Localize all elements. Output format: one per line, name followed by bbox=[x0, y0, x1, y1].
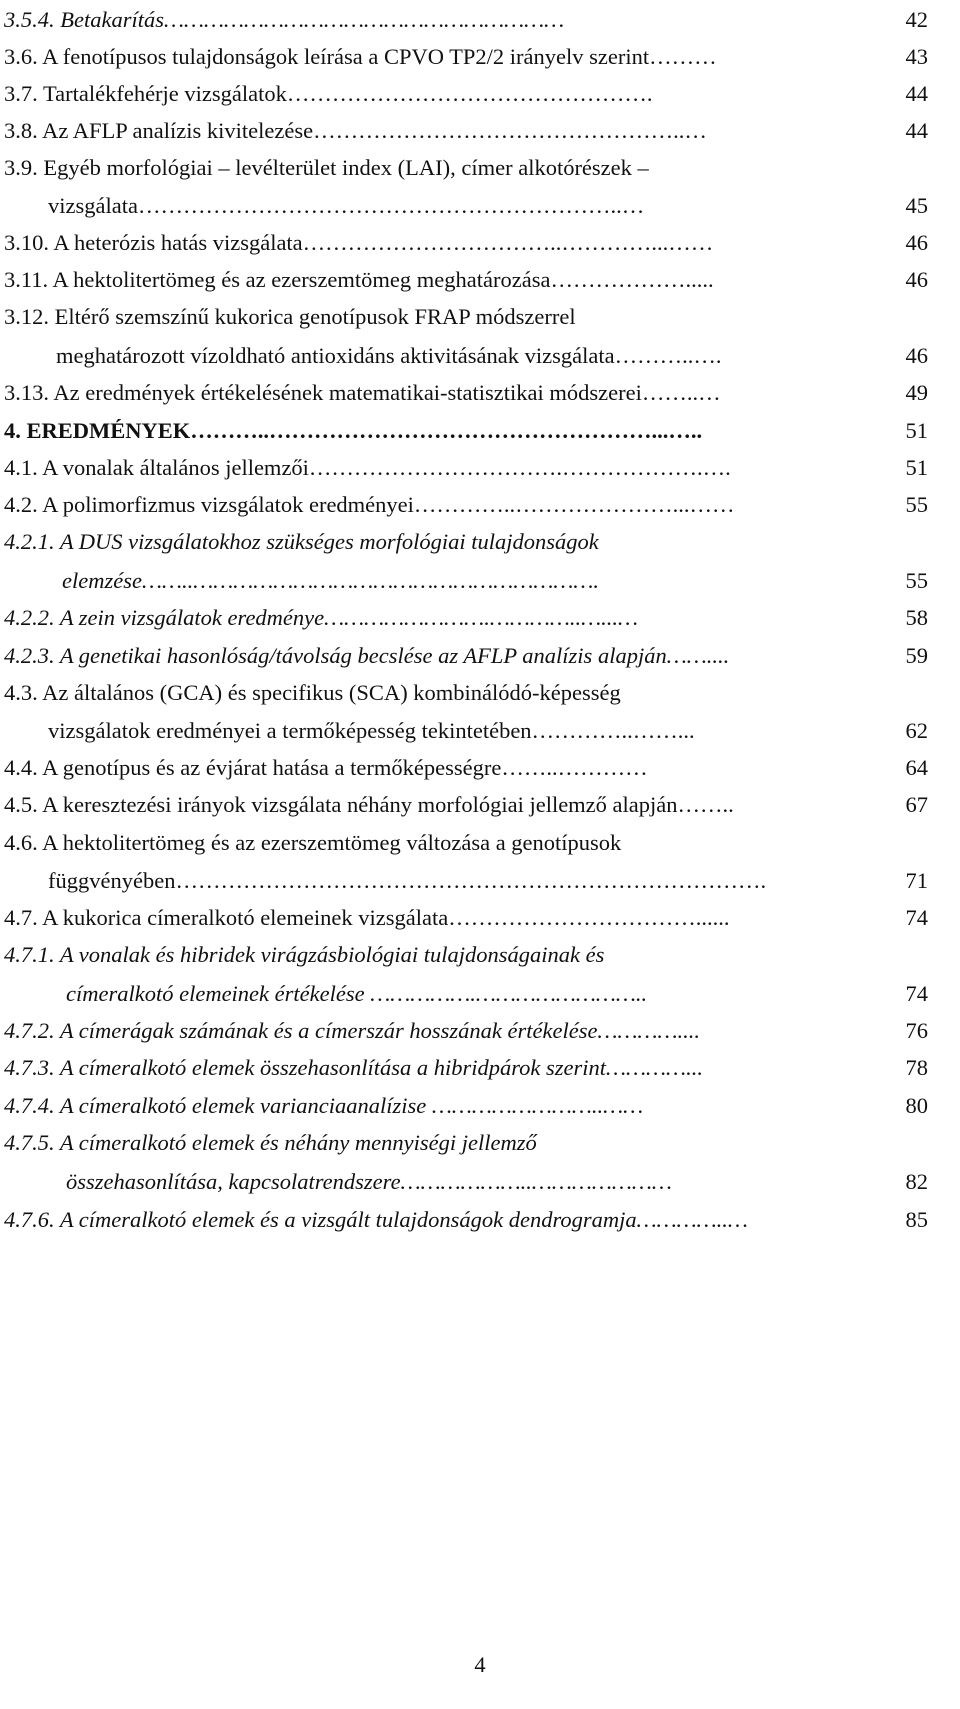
toc-entry bbox=[0, 1202, 960, 1238]
toc-entry-page: 46 bbox=[905, 230, 928, 255]
toc-entry-title: 4.6. A hektolitertömeg és az ezerszemtömeg változása a genotípusok bbox=[4, 830, 622, 855]
toc-entry-title: vizsgálatok eredményei a termőképesség tekintetében…………..……... bbox=[48, 718, 695, 743]
toc-entry-title: 4.2. A polimorfizmus vizsgálatok eredményei…………..…………………...…… bbox=[4, 492, 735, 517]
toc-entry-page: 55 bbox=[905, 492, 928, 517]
toc-entry-page: 51 bbox=[905, 455, 928, 480]
toc-entry-page: 43 bbox=[905, 44, 928, 69]
toc-entry-title: meghatározott vízoldható antioxidáns aktivitásának vizsgálata………..…. bbox=[56, 343, 722, 368]
toc-entry bbox=[0, 338, 960, 374]
toc-entry-title: 3.11. A hektolitertömeg és az ezerszemtömeg meghatározása………………..... bbox=[4, 267, 714, 292]
toc-entry-page: 46 bbox=[905, 343, 928, 368]
toc-entry-title: 4.2.1. A DUS vizsgálatokhoz szükséges morfológiai tulajdonságok bbox=[4, 529, 599, 554]
toc-entry-page: 82 bbox=[905, 1169, 928, 1194]
toc-entry-title: 4.1. A vonalak általános jellemzői…………………………….……………….…. bbox=[4, 455, 731, 480]
toc-entry bbox=[0, 638, 960, 674]
toc-entry-title: 4.4. A genotípus és az évjárat hatása a termőképességre……..………… bbox=[4, 755, 648, 780]
toc-entry-page: 59 bbox=[905, 643, 928, 668]
toc-entry-page: 67 bbox=[905, 792, 928, 817]
toc-entry-page: 71 bbox=[905, 868, 928, 893]
toc-entry-title: 3.7. Tartalékfehérje vizsgálatok…………………………………………. bbox=[4, 81, 653, 106]
toc-entry-title: 3.9. Egyéb morfológiai – levélterület index (LAI), címer alkotórészek – bbox=[4, 155, 649, 180]
toc-entry-page: 78 bbox=[905, 1055, 928, 1080]
toc-entry-page: 74 bbox=[905, 905, 928, 930]
toc-entry-page: 51 bbox=[905, 418, 928, 443]
toc-entry bbox=[0, 2, 960, 38]
toc-entry bbox=[0, 1088, 960, 1124]
toc-entry-title: vizsgálata………………………………………………………..… bbox=[48, 193, 645, 218]
toc-entry-title: 4.7.5. A címeralkotó elemek és néhány mennyiségi jellemző bbox=[4, 1130, 537, 1155]
toc-entry bbox=[0, 113, 960, 149]
toc-entry-title: 4.7.6. A címeralkotó elemek és a vizsgált tulajdonságok dendrogramja…………..… bbox=[4, 1207, 748, 1232]
page-number: 4 bbox=[474, 1652, 486, 1677]
toc-entry bbox=[0, 787, 960, 823]
toc-entry-page: 46 bbox=[905, 267, 928, 292]
toc-entry-title: 3.8. Az AFLP analízis kivitelezése…………………………………………..… bbox=[4, 118, 707, 143]
toc-entry-page: 80 bbox=[905, 1093, 928, 1118]
toc-entry bbox=[0, 937, 960, 973]
toc-entry-title: 3.10. A heterózis hatás vizsgálata……………………………..…………...…… bbox=[4, 230, 714, 255]
toc-entry bbox=[0, 600, 960, 636]
toc-entry bbox=[0, 375, 960, 411]
toc-entry-page: 55 bbox=[905, 568, 928, 593]
toc-entry bbox=[0, 900, 960, 936]
toc-entry bbox=[0, 262, 960, 298]
toc-entry-title: 4.5. A keresztezési irányok vizsgálata néhány morfológiai jellemző alapján…….. bbox=[4, 792, 734, 817]
toc-entry-page: 49 bbox=[905, 380, 928, 405]
toc-entry bbox=[0, 713, 960, 749]
toc-entry-page: 76 bbox=[905, 1018, 928, 1043]
toc-entry-title: összehasonlítása, kapcsolatrendszere………………..………………… bbox=[66, 1169, 672, 1194]
toc-entry-page: 58 bbox=[905, 605, 928, 630]
toc-entry bbox=[0, 487, 960, 523]
toc-entry bbox=[0, 188, 960, 224]
toc-entry-page: 74 bbox=[905, 981, 928, 1006]
toc-entry-title: címeralkotó elemeinek értékelése …………….…………………….. bbox=[66, 981, 648, 1006]
toc-entry-title: 4.3. Az általános (GCA) és specifikus (SCA) kombinálódó-képesség bbox=[4, 680, 621, 705]
toc-entry-page: 62 bbox=[905, 718, 928, 743]
toc-entry-title: 4.2.3. A genetikai hasonlóság/távolság becslése az AFLP analízis alapján…….... bbox=[4, 643, 730, 668]
toc-entry bbox=[0, 863, 960, 899]
toc-entry-title: 4.7. A kukorica címeralkotó elemeinek vizsgálata……………………………...... bbox=[4, 905, 730, 930]
toc-entry-title: függvényében……………………………………………………………………. bbox=[48, 868, 767, 893]
toc-entry bbox=[0, 39, 960, 75]
toc-entry bbox=[0, 1125, 960, 1161]
toc-entry bbox=[0, 225, 960, 261]
toc-entry-page: 44 bbox=[905, 81, 928, 106]
toc-entry-title: elemzése……..……………………………………………………. bbox=[62, 568, 599, 593]
toc-entry-page: 64 bbox=[905, 755, 928, 780]
toc-entry-title: 4.7.1. A vonalak és hibridek virágzásbiológiai tulajdonságainak és bbox=[4, 942, 605, 967]
toc-entry-page: 42 bbox=[905, 7, 928, 32]
toc-entry bbox=[0, 150, 960, 186]
toc-entry-page: 85 bbox=[905, 1207, 928, 1232]
toc-entry bbox=[0, 750, 960, 786]
toc-entry bbox=[0, 76, 960, 112]
toc-entry-title: 3.13. Az eredmények értékelésének matematikai-statisztikai módszerei……..… bbox=[4, 380, 721, 405]
toc-entry-title: 4.2.2. A zein vizsgálatok eredménye…………………….…………..…...… bbox=[4, 605, 638, 630]
toc-entry bbox=[0, 450, 960, 486]
toc-entry bbox=[0, 413, 960, 449]
toc-entry bbox=[0, 524, 960, 560]
toc-entry bbox=[0, 563, 960, 599]
toc-entry bbox=[0, 299, 960, 335]
toc-entry-title: 4.7.3. A címeralkotó elemek összehasonlítása a hibridpárok szerint…………... bbox=[4, 1055, 703, 1080]
toc-entry bbox=[0, 1050, 960, 1086]
toc-entry-title: 3.5.4. Betakarítás…………………………………………………… bbox=[4, 7, 565, 32]
toc-entry-title: 4. EREDMÉNYEK………..……………………………………………...….. bbox=[4, 418, 703, 443]
toc-entry bbox=[0, 976, 960, 1012]
toc-entry bbox=[0, 1164, 960, 1200]
toc-entry bbox=[0, 825, 960, 861]
toc-entry-title: 4.7.4. A címeralkotó elemek varianciaanalízise ……………………..…… bbox=[4, 1093, 644, 1118]
toc-entry-title: 4.7.2. A címerágak számának és a címerszár hosszának értékelése………….... bbox=[4, 1018, 700, 1043]
toc-entry-title: 3.6. A fenotípusos tulajdonságok leírása a CPVO TP2/2 irányelv szerint……… bbox=[4, 44, 717, 69]
toc-entry-title: 3.12. Eltérő szemszínű kukorica genotípusok FRAP módszerrel bbox=[4, 304, 576, 329]
toc-entry bbox=[0, 1013, 960, 1049]
toc-entry bbox=[0, 675, 960, 711]
toc-entry-page: 45 bbox=[905, 193, 928, 218]
toc-entry-page: 44 bbox=[905, 118, 928, 143]
